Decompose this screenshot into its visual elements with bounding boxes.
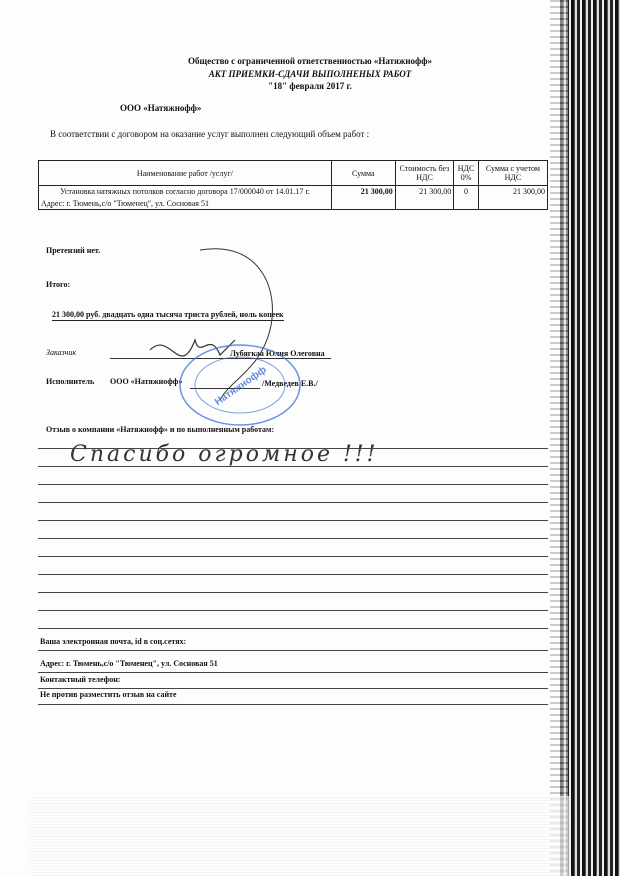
work-name-cell [39,186,332,210]
intro-text: В соответствии с договором на оказание услуг выполнен следующий объем работ : [50,129,370,139]
total-label: Итого: [46,280,71,289]
work-name: Установка натяжных потолков согласно договора 17/000040 от 14.01.17 г. [60,187,310,196]
review-line [38,520,548,521]
stamp-text: Натяжнофф [213,364,269,409]
review-line [38,466,548,467]
review-line [38,556,548,557]
review-line [38,610,548,611]
review-line [38,538,548,539]
claims-text: Претензий нет. [46,246,101,255]
footer-line [38,704,548,705]
scan-edge-artifact [560,0,620,876]
review-line [38,448,548,449]
vat-cell: 0 [454,186,478,210]
doc-date: "18" февраля 2017 г. [268,81,352,91]
col-header: Сумма с учетом НДС [478,161,547,186]
review-line [38,574,548,575]
footer-email: Ваша электронная почта, id в соц.сетях: [40,637,187,646]
total-cell: 21 300,00 [478,186,547,210]
doc-title: АКТ ПРИЕМКИ-СДАЧИ ВЫПОЛНЕНЫХ РАБОТ [208,69,412,79]
review-handwritten: Спасибо огромное !!! [70,442,379,467]
company-name: ООО «Натяжнофф» [120,103,202,113]
footer-consent: Не против разместить отзыв на сайте [40,690,177,699]
footer-phone: Контактный телефон: [40,675,121,684]
col-header: НДС 0% [454,161,478,186]
col-header: Сумма [331,161,395,186]
table-row [39,186,548,210]
customer-label: Заказчик [46,348,77,357]
footer-line [38,672,548,673]
footer-line [38,650,548,651]
col-header: Стоимость без НДС [395,161,454,186]
scan-noise [30,796,570,876]
scan-edge-artifact-2 [550,0,568,876]
executor-label: Исполнитель [46,377,95,386]
table-header-row [39,161,548,186]
review-line [38,592,548,593]
work-address: Адрес: г. Тюмень,с/о "Тюменец", ул. Сосновая 51 [41,199,209,208]
org-name: Общество с ограниченной ответственностью «Натяжнофф» [188,56,432,66]
footer-line [38,688,548,689]
company-stamp [175,340,305,430]
review-line [38,502,548,503]
col-header: Наименование работ /услуг/ [39,161,332,186]
total-words: 21 300,00 руб. двадцать одна тысяча триста рублей, ноль копеек [52,310,284,319]
review-line [38,484,548,485]
review-line [38,628,548,629]
review-label: Отзыв о компании «Натяжнофф» и по выполненным работам: [46,425,275,434]
no-vat-cell: 21 300,00 [395,186,454,210]
executor-company: ООО «Натяжнофф» [110,377,183,386]
executor-name: /Медведев Е.В./ [262,379,318,388]
sum-cell: 21 300,00 [331,186,395,210]
footer-address: Адрес: г. Тюмень,с/о "Тюменец", ул. Сосновая 51 [40,659,218,668]
customer-name: Лубягкаа Юлия Олеговна [230,349,331,359]
works-table [38,160,548,210]
